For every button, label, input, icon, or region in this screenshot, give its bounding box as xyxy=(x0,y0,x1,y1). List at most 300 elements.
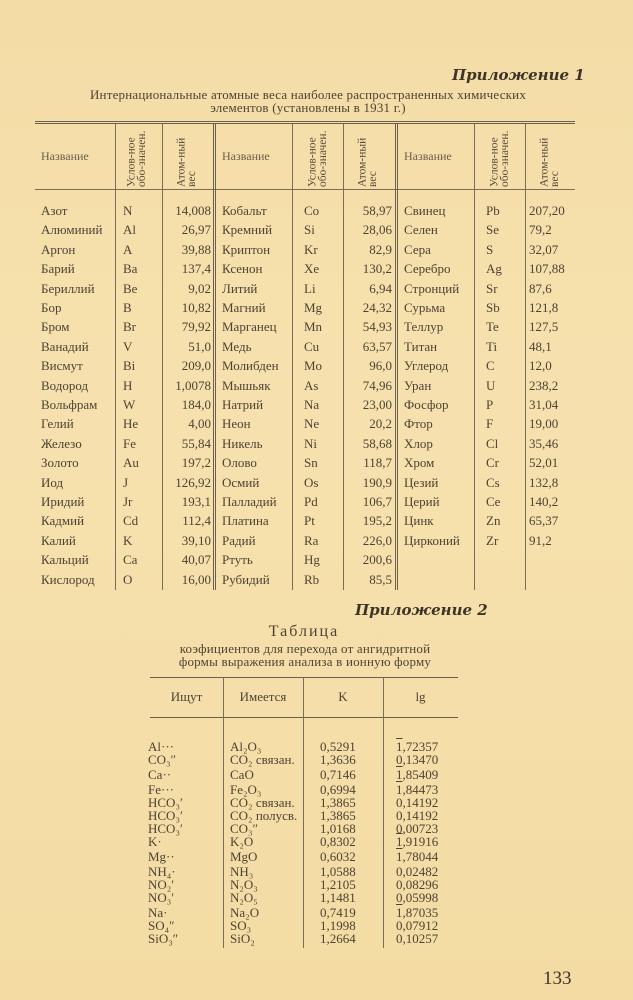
element-symbol: N xyxy=(123,203,133,218)
element-name: Криптон xyxy=(222,241,271,257)
coefficient-k: 1,2664 xyxy=(320,931,356,946)
element-row xyxy=(35,222,575,242)
log-mantissa: ,05998 xyxy=(402,890,439,905)
appendix-2-caption-line1: коэфициентов для перехода от ангидритной xyxy=(179,641,431,656)
header-weight: Атом-ный вес xyxy=(538,137,561,187)
element-name: Аргон xyxy=(41,241,76,257)
log-characteristic: 1 xyxy=(396,782,403,797)
have-form: NH₃ xyxy=(230,864,254,879)
element-symbol: Al xyxy=(123,222,136,238)
element-row xyxy=(35,281,575,301)
element-name: Ксенон xyxy=(222,261,263,277)
element-atomic-weight: 96,0 xyxy=(369,358,392,374)
log-mantissa: ,84473 xyxy=(402,782,439,797)
element-name: Неон xyxy=(222,416,251,432)
element-atomic-weight: 54,93 xyxy=(362,319,392,335)
element-name: Сурьма xyxy=(404,300,446,315)
coefficient-k: 0,6032 xyxy=(320,849,356,864)
element-symbol: Rb xyxy=(304,571,320,587)
element-symbol: V xyxy=(123,338,133,354)
element-atomic-weight: 6,94 xyxy=(369,280,392,296)
element-symbol: Mo xyxy=(304,358,323,374)
have-form: K₂O xyxy=(230,834,254,849)
header-have: Имеется xyxy=(239,689,287,704)
element-name: Осмий xyxy=(222,474,260,490)
sought-ion: NH₄· xyxy=(148,864,176,879)
sought-ion: HCO₃′ xyxy=(148,795,183,810)
element-atomic-weight: 82,9 xyxy=(369,241,392,257)
element-symbol: Fe xyxy=(123,435,136,451)
element-symbol: Ra xyxy=(304,532,319,548)
header-sought: Ищут xyxy=(170,689,203,704)
element-symbol: Na xyxy=(304,397,320,412)
log-mantissa: ,08296 xyxy=(402,877,439,892)
element-row xyxy=(35,513,575,533)
log-characteristic: 1 xyxy=(396,767,403,782)
coefficient-k: 0,5291 xyxy=(320,739,356,754)
logarithm xyxy=(396,835,438,848)
sought-ion: K· xyxy=(148,834,162,849)
have-form: Al₂O₃ xyxy=(230,739,262,754)
element-atomic-weight: 74,96 xyxy=(362,377,392,393)
log-mantissa: ,00723 xyxy=(402,821,439,836)
element-row xyxy=(35,261,575,281)
appendix-2-caption-line2: формы выражения анализа в ионную форму xyxy=(178,654,432,669)
element-symbol: Ne xyxy=(304,416,320,432)
coefficient-k: 1,3865 xyxy=(320,795,356,810)
log-characteristic: 0 xyxy=(396,808,403,823)
element-atomic-weight: 31,04 xyxy=(529,397,559,412)
element-atomic-weight: 28,06 xyxy=(362,222,392,238)
element-atomic-weight: 16,00 xyxy=(181,571,211,587)
element-symbol: Ce xyxy=(486,494,501,509)
element-symbol: Bi xyxy=(123,358,136,374)
element-name: Стронций xyxy=(404,280,460,296)
sought-ion: Al··· xyxy=(148,739,174,754)
element-symbol: Zn xyxy=(486,513,501,529)
element-name: Кремний xyxy=(222,222,273,238)
element-atomic-weight: 19,00 xyxy=(529,416,559,432)
header-lg: lg xyxy=(415,689,426,704)
coefficient-k: 1,2105 xyxy=(320,877,356,892)
element-name: Марганец xyxy=(222,319,277,335)
element-atomic-weight: 12,0 xyxy=(529,358,552,374)
sought-ion: NO₂′ xyxy=(148,877,175,892)
header-name: Название xyxy=(404,149,452,163)
element-name: Хром xyxy=(404,455,435,471)
element-atomic-weight: 207,20 xyxy=(529,203,565,218)
element-symbol: Te xyxy=(486,319,499,335)
element-row xyxy=(35,203,575,223)
element-atomic-weight: 193,1 xyxy=(181,494,211,509)
element-atomic-weight: 87,6 xyxy=(529,280,552,296)
element-symbol: Se xyxy=(486,222,499,238)
element-name: Кадмий xyxy=(41,513,85,529)
element-symbol: S xyxy=(486,241,494,257)
log-characteristic: 0 xyxy=(396,795,403,810)
element-symbol: Os xyxy=(304,474,319,490)
element-atomic-weight: 85,5 xyxy=(369,571,392,587)
log-mantissa: ,02482 xyxy=(402,864,439,879)
element-name: Калий xyxy=(41,532,76,548)
log-mantissa: ,85409 xyxy=(402,767,439,782)
element-atomic-weight: 9,02 xyxy=(188,280,211,296)
coefficient-k: 1,0588 xyxy=(320,864,356,879)
log-characteristic: 0 xyxy=(396,918,403,933)
element-name: Теллур xyxy=(404,319,444,335)
have-form: N₂O₅ xyxy=(230,890,258,905)
element-symbol: Mg xyxy=(304,300,323,315)
table-header-rule xyxy=(35,189,575,190)
element-row xyxy=(35,436,575,456)
element-row xyxy=(35,552,575,572)
element-row xyxy=(35,319,575,339)
header-symbol: Услов-ное обо-значен. xyxy=(125,130,148,187)
element-atomic-weight: 58,97 xyxy=(362,203,392,218)
header-name: Название xyxy=(41,149,89,163)
sought-ion: SiO₃″ xyxy=(148,931,179,946)
element-name: Свинец xyxy=(404,203,446,218)
sought-ion: CO₃″ xyxy=(148,752,177,767)
header-name: Название xyxy=(222,149,270,163)
element-row xyxy=(35,358,575,378)
element-row xyxy=(35,455,575,475)
log-characteristic: 1 xyxy=(396,739,403,754)
element-symbol: Li xyxy=(304,280,316,296)
element-symbol: O xyxy=(123,571,133,587)
element-atomic-weight: 39,88 xyxy=(181,241,211,257)
log-mantissa: ,78044 xyxy=(402,849,439,864)
element-atomic-weight: 24,32 xyxy=(362,300,392,315)
logarithm xyxy=(396,753,438,766)
element-name: Вольфрам xyxy=(41,397,98,412)
element-atomic-weight: 91,2 xyxy=(529,532,552,548)
element-atomic-weight: 58,68 xyxy=(362,435,392,451)
element-atomic-weight: 195,2 xyxy=(362,513,392,529)
log-mantissa: ,14192 xyxy=(402,808,439,823)
appendix-1-caption-line1: Интернациональные атомные веса наиболее распространенных химических xyxy=(89,87,527,102)
logarithm xyxy=(396,891,438,904)
logarithm xyxy=(396,768,438,781)
element-row xyxy=(35,339,575,359)
element-name: Никель xyxy=(222,435,263,451)
header-symbol: Услов-ное обо-значен. xyxy=(306,130,329,187)
appendix-2-title: Таблица xyxy=(268,623,340,640)
sought-ion: HCO₃′ xyxy=(148,821,183,836)
element-symbol: Jr xyxy=(123,494,133,509)
element-name: Бор xyxy=(41,300,62,315)
element-atomic-weight: 10,82 xyxy=(181,300,211,315)
element-symbol: Hg xyxy=(304,552,320,568)
header-weight: Атом-ный вес xyxy=(175,137,198,187)
log-mantissa: ,87035 xyxy=(402,905,439,920)
element-atomic-weight: 126,92 xyxy=(175,474,211,490)
element-name: Азот xyxy=(41,203,68,218)
element-name: Селен xyxy=(404,222,438,238)
element-name: Кислород xyxy=(41,571,95,587)
element-atomic-weight: 79,92 xyxy=(181,319,211,335)
element-symbol: F xyxy=(486,416,494,432)
element-symbol: H xyxy=(123,377,133,393)
appendix-2-label: Приложение 2 xyxy=(355,601,488,619)
element-name: Платина xyxy=(222,513,269,529)
appendix-1-caption-line2: элементов (установлены в 1931 г.) xyxy=(210,100,406,115)
log-characteristic: 0 xyxy=(396,877,403,892)
appendix-1-label: Приложение 1 xyxy=(452,66,585,84)
coefficient-k: 1,3636 xyxy=(320,752,356,767)
element-name: Кальций xyxy=(41,552,89,568)
log-mantissa: ,07912 xyxy=(402,918,439,933)
element-symbol: K xyxy=(123,532,133,548)
element-name: Железо xyxy=(41,435,82,451)
header-k: K xyxy=(338,689,348,704)
element-atomic-weight: 35,46 xyxy=(529,435,559,451)
have-form: Fe₂O₃ xyxy=(230,782,262,797)
element-atomic-weight: 106,7 xyxy=(362,494,392,509)
element-atomic-weight: 238,2 xyxy=(529,377,559,393)
element-name: Мышьяк xyxy=(222,377,271,393)
element-name: Алюминий xyxy=(41,222,103,238)
header-symbol: Услов-ное обо-значен. xyxy=(488,130,511,187)
sought-ion: NO₃′ xyxy=(148,890,175,905)
have-form: CO₃″ xyxy=(230,821,259,836)
element-name: Иридий xyxy=(41,494,85,509)
element-name: Висмут xyxy=(41,358,83,374)
element-symbol: B xyxy=(123,300,132,315)
element-symbol: A xyxy=(123,241,133,257)
element-name: Цирконий xyxy=(404,532,460,548)
element-row xyxy=(35,572,575,592)
have-form: CO₂ полусв. xyxy=(230,808,298,823)
element-symbol: Br xyxy=(123,319,136,335)
coefficient-k: 1,3865 xyxy=(320,808,356,823)
element-name: Уран xyxy=(404,377,432,393)
element-atomic-weight: 79,2 xyxy=(529,222,552,238)
element-name: Водород xyxy=(41,377,89,393)
coefficient-k: 1,1998 xyxy=(320,918,356,933)
element-symbol: Cd xyxy=(123,513,139,529)
element-symbol: As xyxy=(304,377,319,393)
sought-ion: HCO₃′ xyxy=(148,808,183,823)
element-name: Олово xyxy=(222,455,257,471)
sought-ion: Na· xyxy=(148,905,168,920)
element-name: Золото xyxy=(41,455,79,471)
element-symbol: Si xyxy=(304,222,315,238)
element-name: Фосфор xyxy=(404,397,449,412)
element-name: Цезий xyxy=(404,474,439,490)
element-name: Титан xyxy=(404,338,438,354)
coefficient-k: 1,1481 xyxy=(320,890,356,905)
element-symbol: Mn xyxy=(304,319,323,335)
element-symbol: Sb xyxy=(486,300,500,315)
element-symbol: Zr xyxy=(486,532,499,548)
have-form: SO₃ xyxy=(230,918,252,933)
have-form: CO₂ связан. xyxy=(230,752,295,767)
element-symbol: Xe xyxy=(304,261,320,277)
element-symbol: Cr xyxy=(486,455,499,471)
log-mantissa: ,14192 xyxy=(402,795,439,810)
coefficient-row xyxy=(150,768,458,781)
element-atomic-weight: 51,0 xyxy=(188,338,211,354)
coefficient-row xyxy=(150,891,458,904)
element-symbol: W xyxy=(123,397,136,412)
have-form: Na₂O xyxy=(230,905,260,920)
have-form: SiO₂ xyxy=(230,931,255,946)
element-row xyxy=(35,533,575,553)
element-name: Иод xyxy=(41,474,64,490)
element-atomic-weight: 40,07 xyxy=(181,552,211,568)
element-symbol: J xyxy=(123,474,129,490)
element-name: Молибден xyxy=(222,358,279,374)
element-atomic-weight: 140,2 xyxy=(529,494,559,509)
element-symbol: Au xyxy=(123,455,139,471)
coefficient-row xyxy=(150,850,458,863)
coefficient-row xyxy=(150,753,458,766)
element-atomic-weight: 107,88 xyxy=(529,261,565,277)
element-symbol: Cu xyxy=(304,338,320,354)
sought-ion: SO₄″ xyxy=(148,918,175,933)
log-mantissa: ,91916 xyxy=(402,834,439,849)
element-atomic-weight: 26,97 xyxy=(181,222,211,238)
element-atomic-weight: 63,57 xyxy=(362,338,392,354)
log-mantissa: ,10257 xyxy=(402,931,439,946)
element-atomic-weight: 200,6 xyxy=(362,552,392,568)
page-number: 133 xyxy=(543,968,572,989)
element-atomic-weight: 32,07 xyxy=(529,241,559,257)
element-atomic-weight: 48,1 xyxy=(529,338,552,354)
element-name: Радий xyxy=(222,532,256,548)
element-symbol: Ti xyxy=(486,338,498,354)
log-characteristic: 1 xyxy=(396,905,403,920)
log-characteristic: 0 xyxy=(396,890,403,905)
log-characteristic: 1 xyxy=(396,834,403,849)
element-name: Хлор xyxy=(404,435,433,451)
element-row xyxy=(35,475,575,495)
coefficient-row xyxy=(150,932,458,945)
element-symbol: Co xyxy=(304,203,320,218)
element-name: Фтор xyxy=(404,416,433,432)
element-atomic-weight: 14,008 xyxy=(175,203,211,218)
element-name: Рубидий xyxy=(222,571,270,587)
element-symbol: Cl xyxy=(486,435,499,451)
element-name: Бром xyxy=(41,319,70,335)
have-form: CaO xyxy=(230,767,254,782)
log-characteristic: 0 xyxy=(396,752,403,767)
element-name: Серебро xyxy=(404,261,451,277)
element-name: Магний xyxy=(222,300,266,315)
element-atomic-weight: 39,10 xyxy=(181,532,211,548)
element-symbol: Cs xyxy=(486,474,500,490)
element-atomic-weight: 132,8 xyxy=(529,474,559,490)
sought-ion: Ca·· xyxy=(148,767,172,782)
log-characteristic: 0 xyxy=(396,821,403,836)
element-name: Цинк xyxy=(404,513,434,529)
element-name: Палладий xyxy=(222,494,277,509)
element-atomic-weight: 55,84 xyxy=(181,435,211,451)
element-symbol: Pb xyxy=(486,203,500,218)
element-symbol: He xyxy=(123,416,139,432)
log-mantissa: ,72357 xyxy=(402,739,439,754)
element-row xyxy=(35,397,575,417)
log-characteristic: 0 xyxy=(396,931,403,946)
sought-ion: Mg·· xyxy=(148,849,175,864)
have-form: CO₂ связан. xyxy=(230,795,295,810)
element-symbol: Ni xyxy=(304,435,317,451)
element-atomic-weight: 197,2 xyxy=(181,455,211,471)
element-symbol: C xyxy=(486,358,495,374)
element-row xyxy=(35,242,575,262)
element-name: Церий xyxy=(404,494,440,509)
logarithm xyxy=(396,932,438,945)
element-name: Барий xyxy=(41,261,75,277)
element-symbol: Pt xyxy=(304,513,315,529)
log-characteristic: 0 xyxy=(396,864,403,879)
element-name: Углерод xyxy=(404,358,449,374)
element-atomic-weight: 209,0 xyxy=(181,358,211,374)
element-symbol: Sn xyxy=(304,455,318,471)
logarithm xyxy=(396,850,438,863)
coefficient-k: 1,0168 xyxy=(320,821,356,836)
element-atomic-weight: 52,01 xyxy=(529,455,559,471)
element-atomic-weight: 112,4 xyxy=(182,513,211,529)
element-atomic-weight: 137,4 xyxy=(181,261,211,277)
element-symbol: U xyxy=(486,377,496,393)
element-atomic-weight: 121,8 xyxy=(529,300,559,315)
coefficient-k: 0,7146 xyxy=(320,767,356,782)
coefficient-k: 0,6994 xyxy=(320,782,356,797)
element-name: Гелий xyxy=(41,416,74,432)
log-characteristic: 1 xyxy=(396,849,403,864)
element-symbol: Ag xyxy=(486,261,502,277)
table-top-rule xyxy=(150,677,458,678)
have-form: MgO xyxy=(230,849,258,864)
element-atomic-weight: 1,0078 xyxy=(175,377,211,393)
element-name: Ванадий xyxy=(41,338,89,354)
element-symbol: P xyxy=(486,397,494,412)
element-atomic-weight: 127,5 xyxy=(529,319,559,335)
table-top-rule xyxy=(35,121,575,124)
element-atomic-weight: 23,00 xyxy=(362,397,392,412)
coefficient-k: 0,8302 xyxy=(320,834,356,849)
element-atomic-weight: 190,9 xyxy=(362,474,392,490)
element-name: Ртуть xyxy=(222,552,253,568)
log-mantissa: ,13470 xyxy=(402,752,439,767)
element-atomic-weight: 118,7 xyxy=(363,455,392,471)
coefficient-k: 0,7419 xyxy=(320,905,356,920)
element-row xyxy=(35,378,575,398)
coefficient-row xyxy=(150,835,458,848)
element-symbol: Kr xyxy=(304,241,318,257)
element-atomic-weight: 226,0 xyxy=(362,532,392,548)
element-atomic-weight: 65,37 xyxy=(529,513,559,529)
element-atomic-weight: 4,00 xyxy=(188,416,211,432)
element-atomic-weight: 184,0 xyxy=(181,397,211,412)
element-symbol: Pd xyxy=(304,494,318,509)
element-name: Кобальт xyxy=(222,203,267,218)
element-name: Сера xyxy=(404,241,431,257)
element-row xyxy=(35,300,575,320)
sought-ion: Fe··· xyxy=(148,782,174,797)
element-symbol: Be xyxy=(123,280,138,296)
element-name: Бериллий xyxy=(41,280,95,296)
element-row xyxy=(35,416,575,436)
element-row xyxy=(35,494,575,514)
table-header-rule xyxy=(150,717,458,718)
have-form: N₂O₃ xyxy=(230,877,258,892)
element-symbol: Ba xyxy=(123,261,138,277)
element-atomic-weight: 20,2 xyxy=(369,416,392,432)
element-symbol: Sr xyxy=(486,280,498,296)
